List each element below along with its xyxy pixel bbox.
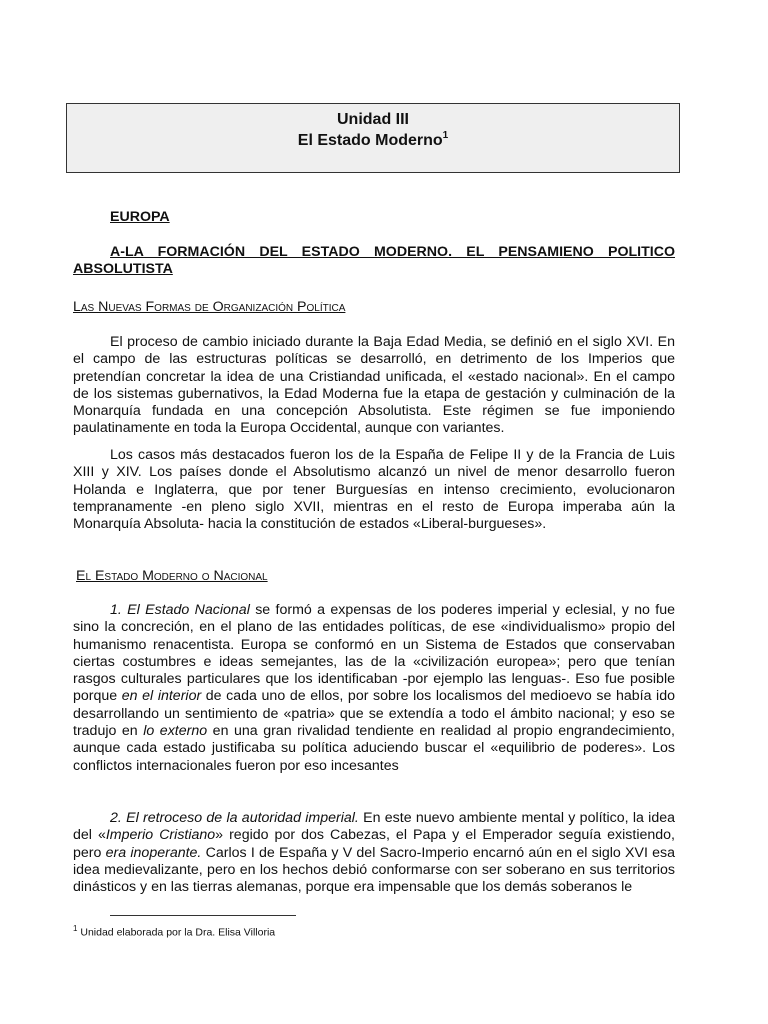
paragraph-4-text-1: En este nuevo ambiente mental y político, la idea del « — [73, 810, 675, 844]
paragraph-4-text-3: Carlos I de España y V del Sacro-Imperio encarnó aún en el siglo XVI esa idea medievalizante, pero en los hechos debió conformarse con ser soberano en sus territorios dinásticos y en las tierras alemanas, porque era impensable que los demás soberanos le — [73, 844, 675, 896]
footnote-mark: 1 — [73, 924, 78, 933]
paragraph-4-lead: 2. El retroceso de la autoridad imperial. — [110, 810, 359, 826]
section-europa: EUROPA — [110, 209, 170, 225]
paragraph-3-text-3: en una gran rivalidad tendiente en realidad al propio engrandecimiento, aunque cada estado justificaba su política aduciendo buscar el «equilibrio de poderes». Los conflictos internacionales fueron por eso incesantes — [73, 723, 676, 774]
subheading-new-forms: Las Nuevas Formas de Organización Política — [73, 299, 346, 315]
heading-a: A-LA FORMACIÓN DEL ESTADO MODERNO. EL PENSAMIENO POLITICO ABSOLUTISTA — [73, 244, 675, 278]
paragraph-4-text-2: » regido por dos Cabezas, el Papa y el Emperador seguía existiendo, pero — [73, 827, 675, 861]
paragraph-4-italic-1: Imperio Cristiano — [105, 827, 216, 844]
paragraph-3 — [73, 602, 675, 775]
footnote-separator — [110, 915, 296, 916]
paragraph-3-text-1: se formó a expensas de los poderes imperial y eclesial, y no fue sino la concreción, en el plano de las entidades políticas, de ese «individualismo» propio del humanismo renacentista. Europa se conformó en un Sistema de Estados que conservaban ciertas costumbres e ideas semejantes, las de la «civilización europea»; pero que tenían rasgos culturales particulares que los identificaban -por ejemplo las lenguas-. Eso fue posible porque — [73, 602, 675, 705]
footnote-text: Unidad elaborada por la Dra. Elisa Villoria — [80, 926, 276, 939]
chapter-title-text: El Estado Moderno — [297, 132, 443, 149]
footnote — [73, 922, 275, 940]
unit-title: Unidad III — [337, 111, 409, 128]
paragraph-3-italic-1: en el interior — [121, 688, 202, 705]
paragraph-1: El proceso de cambio iniciado durante la Baja Edad Media, se definió en el siglo XVI. En el campo de las estructuras políticas se desarrolló, en detrimento de los Imperios que pretendían concretar la idea de una Cristiandad unificada, el «estado nacional». En el campo de los sistemas gubernativos, la Edad Moderna fue la etapa de gestación y culminación de la Monarquía fundada en una concepción Absolutista. Este régimen se fue imponiendo paulatinamente en toda la Europa Occidental, aunque con variantes. — [73, 334, 675, 437]
paragraph-4-italic-2: era inoperante. — [105, 844, 202, 861]
title-footnote-mark: 1 — [442, 129, 449, 141]
paragraph-4 — [73, 810, 675, 896]
title-box — [66, 103, 680, 173]
chapter-title — [67, 130, 679, 151]
paragraph-3-lead: 1. El Estado Nacional — [110, 602, 250, 618]
paragraph-3-italic-2: lo externo — [143, 723, 208, 740]
paragraph-3-text-2: de cada uno de ellos, por sobre los localismos del medioevo se había ido desarrollando un sentimiento de «patria» que se extendía a todo el ámbito nacional; y eso se tradujo en — [73, 688, 675, 740]
subheading-modern-state: El Estado Moderno o Nacional — [76, 568, 268, 584]
paragraph-2: Los casos más destacados fueron los de la España de Felipe II y de la Francia de Luis XIII y XIV. Los países donde el Absolutismo alcanzó un nivel de menor desarrollo fueron Holanda e Inglaterra, que por tener Burguesías en intenso crecimiento, evolucionaron tempranamente -en pleno siglo XVII, mientras en el resto de Europa imperaba aún la Monarquía Absoluta- hacia la constitución de estados «Liberal-burgueses». — [73, 447, 675, 533]
